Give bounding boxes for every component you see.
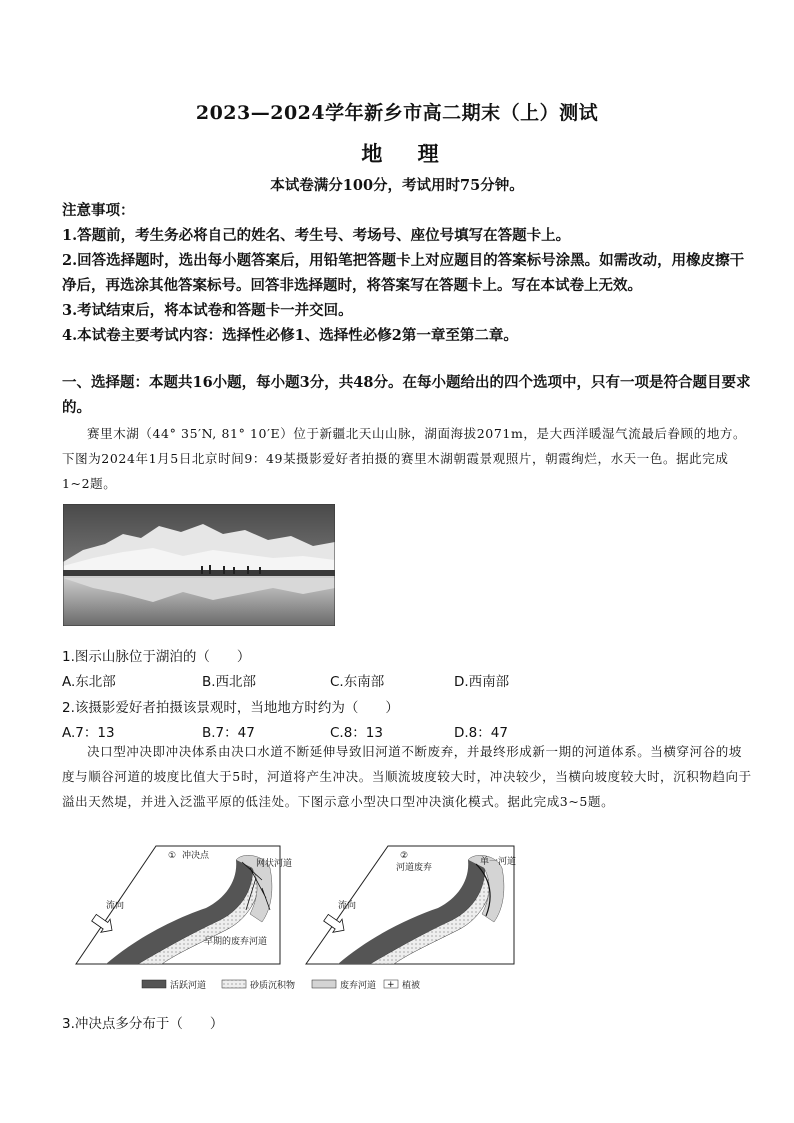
label-early-abandoned: 早期的废弃河道 [204,937,268,947]
option-b[interactable]: B.西北部 [202,674,257,690]
question-1-options [62,670,562,690]
passage-text: 赛里木湖（44° 35′N, 81° 10′E）位于新疆北天山山脉，湖面海拔2071m，是大西洋暖湿气流最后眷顾的地方。下图为2024年1月5日北京时间9：49某摄影爱好者拍摄的赛里木湖朝霞景观照片，朝霞绚烂，水天一色。据此完成1~2题。 [62,426,747,491]
section-title: 一、选择题：本题共16小题，每小题3分，共48分。在每小题给出的四个选项中，只有一项是符合题目要求的。 [62,374,751,416]
option-a[interactable]: A.东北部 [62,674,116,690]
label-flow-2: 流向 [338,901,357,911]
note-item: 4.本试卷主要考试内容：选择性必修1、选择性必修2第一章至第二章。 [62,327,518,344]
legend-sand-deposit: 砂质沉积物 [250,981,296,991]
option-a[interactable]: A.7：13 [62,725,115,741]
label-breach-point: 冲决点 [182,851,210,861]
exam-title: 2023—2024学年新乡市高二期末（上）测试 [195,102,599,124]
option-c[interactable]: C.东南部 [330,674,385,690]
lake-photo [63,504,335,626]
question-2-options [62,721,562,741]
legend-abandoned-channel: 废弃河道 [340,981,377,991]
breach-diagram [66,838,536,998]
legend-active-channel: 活跃河道 [170,981,207,991]
panel-2-number: ② [400,851,409,861]
option-c[interactable]: C.8：13 [330,725,383,741]
option-d[interactable]: D.8：47 [454,725,508,741]
label-network-channel: 网状河道 [256,859,293,869]
passage-sailimu [62,421,752,496]
score-line: 本试卷满分100分，考试用时75分钟。 [270,177,524,194]
note-item: 2.回答选择题时，选出每小题答案后，用铅笔把答题卡上对应题目的答案标号涂黑。如需改动，用橡皮擦干净后，再选涂其他答案标号。回答非选择题时，将答案写在答题卡上。写在本试卷上无效。 [62,252,745,294]
notes-block [62,198,752,348]
option-d[interactable]: D.西南部 [454,674,510,690]
subject-title: 地 理 [361,141,453,166]
option-b[interactable]: B.7：47 [202,725,255,741]
diagram-panel-2 [306,846,516,964]
question-3-stem: 3.冲决点多分布于（ ） [62,1016,224,1032]
note-item: 3.考试结束后，将本试卷和答题卡一并交回。 [62,302,353,319]
vegetation-icon: + [387,980,395,990]
diagram-legend [142,979,420,991]
label-channel-abandon: 河道废弃 [396,863,433,873]
note-item: 1.答题前，考生务必将自己的姓名、考生号、考场号、座位号填写在答题卡上。 [62,227,571,244]
notes-heading: 注意事项： [62,202,135,219]
legend-vegetation: 植被 [402,981,421,991]
passage-text: 决口型冲决即冲决体系由决口水道不断延伸导致旧河道不断废弃，并最终形成新一期的河道体系。当横穿河谷的坡度与顺谷河道的坡度比值大于5时，河道将产生冲决。当顺流坡度较大时，冲决较少，当横向坡度较大时，沉积物趋向于溢出天然堤，并进入泛滥平原的低洼处。下图示意小型决口型冲决演化模式。据此完成3~5题。 [62,744,752,809]
question-2-stem: 2.该摄影爱好者拍摄该景观时，当地地方时约为（ ） [62,700,399,716]
diagram-panel-1 [76,846,292,964]
label-single-channel: 单一河道 [480,857,517,867]
passage-breach [62,739,752,814]
label-flow-1: 流向 [106,901,125,911]
question-1-stem: 1.图示山脉位于湖泊的（ ） [62,649,251,665]
panel-1-number: ① [168,851,177,861]
